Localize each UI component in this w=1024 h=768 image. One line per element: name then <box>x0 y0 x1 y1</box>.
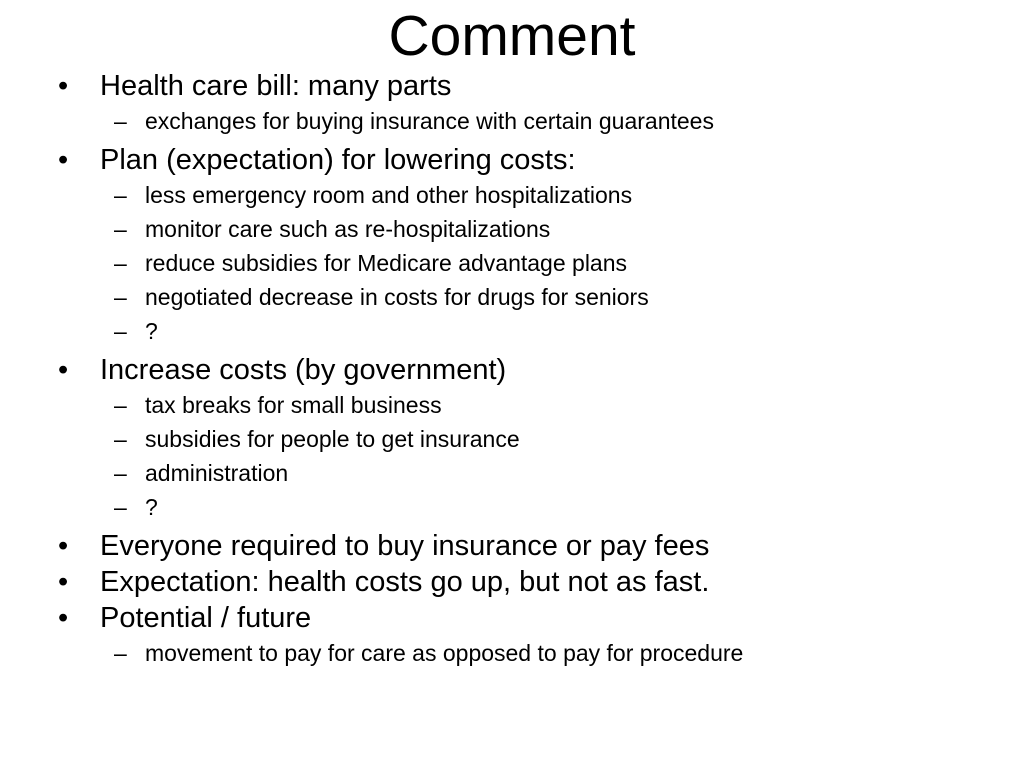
sub-bullet-list <box>56 178 996 348</box>
sub-bullet-text: movement to pay for care as opposed to pay for procedure <box>145 640 744 666</box>
sub-bullet-text: subsidies for people to get insurance <box>145 426 520 452</box>
sub-bullet-item <box>56 178 996 212</box>
dash-marker: – <box>114 640 127 666</box>
bullet-item <box>56 528 996 564</box>
bullet-text: Potential / future <box>100 602 312 634</box>
bullet-marker: • <box>58 144 69 176</box>
bullet-text: Increase costs (by government) <box>100 354 507 386</box>
bullet-text: Health care bill: many parts <box>100 70 452 102</box>
bullet-marker: • <box>58 566 69 598</box>
sub-bullet-text: tax breaks for small business <box>145 392 442 418</box>
dash-marker: – <box>114 426 127 452</box>
bullet-item <box>56 68 996 104</box>
bullet-marker: • <box>58 354 69 386</box>
sub-bullet-text: less emergency room and other hospitalizations <box>145 182 633 208</box>
bullet-item <box>56 564 996 600</box>
sub-bullet-text: administration <box>145 460 289 486</box>
sub-bullet-list <box>56 636 996 670</box>
dash-marker: – <box>114 494 127 520</box>
bullet-item <box>56 142 996 178</box>
sub-bullet-item <box>56 422 996 456</box>
bullet-marker: • <box>58 70 69 102</box>
sub-bullet-text: monitor care such as re-hospitalizations <box>145 216 551 242</box>
sub-bullet-text: ? <box>145 318 158 344</box>
bullet-marker: • <box>58 530 69 562</box>
sub-bullet-text: negotiated decrease in costs for drugs for seniors <box>145 284 649 310</box>
sub-bullet-item <box>56 636 996 670</box>
dash-marker: – <box>114 182 127 208</box>
slide-title: Comment <box>388 4 636 68</box>
bullet-item <box>56 600 996 636</box>
bullet-list <box>56 68 996 674</box>
bullet-item <box>56 352 996 388</box>
dash-marker: – <box>114 460 127 486</box>
sub-bullet-item <box>56 388 996 422</box>
bullet-text: Expectation: health costs go up, but not as fast. <box>100 566 710 598</box>
dash-marker: – <box>114 318 127 344</box>
bullet-text: Everyone required to buy insurance or pay fees <box>100 530 710 562</box>
dash-marker: – <box>114 216 127 242</box>
dash-marker: – <box>114 250 127 276</box>
sub-bullet-text: exchanges for buying insurance with certain guarantees <box>145 108 714 134</box>
sub-bullet-item <box>56 104 996 138</box>
sub-bullet-item <box>56 490 996 524</box>
sub-bullet-text: ? <box>145 494 158 520</box>
dash-marker: – <box>114 108 127 134</box>
dash-marker: – <box>114 392 127 418</box>
dash-marker: – <box>114 284 127 310</box>
sub-bullet-item <box>56 212 996 246</box>
sub-bullet-text: reduce subsidies for Medicare advantage plans <box>145 250 628 276</box>
bullet-marker: • <box>58 602 69 634</box>
sub-bullet-list <box>56 388 996 524</box>
bullet-text: Plan (expectation) for lowering costs: <box>100 144 576 176</box>
sub-bullet-item <box>56 456 996 490</box>
sub-bullet-list <box>56 104 996 138</box>
sub-bullet-item <box>56 246 996 280</box>
sub-bullet-item <box>56 280 996 314</box>
sub-bullet-item <box>56 314 996 348</box>
